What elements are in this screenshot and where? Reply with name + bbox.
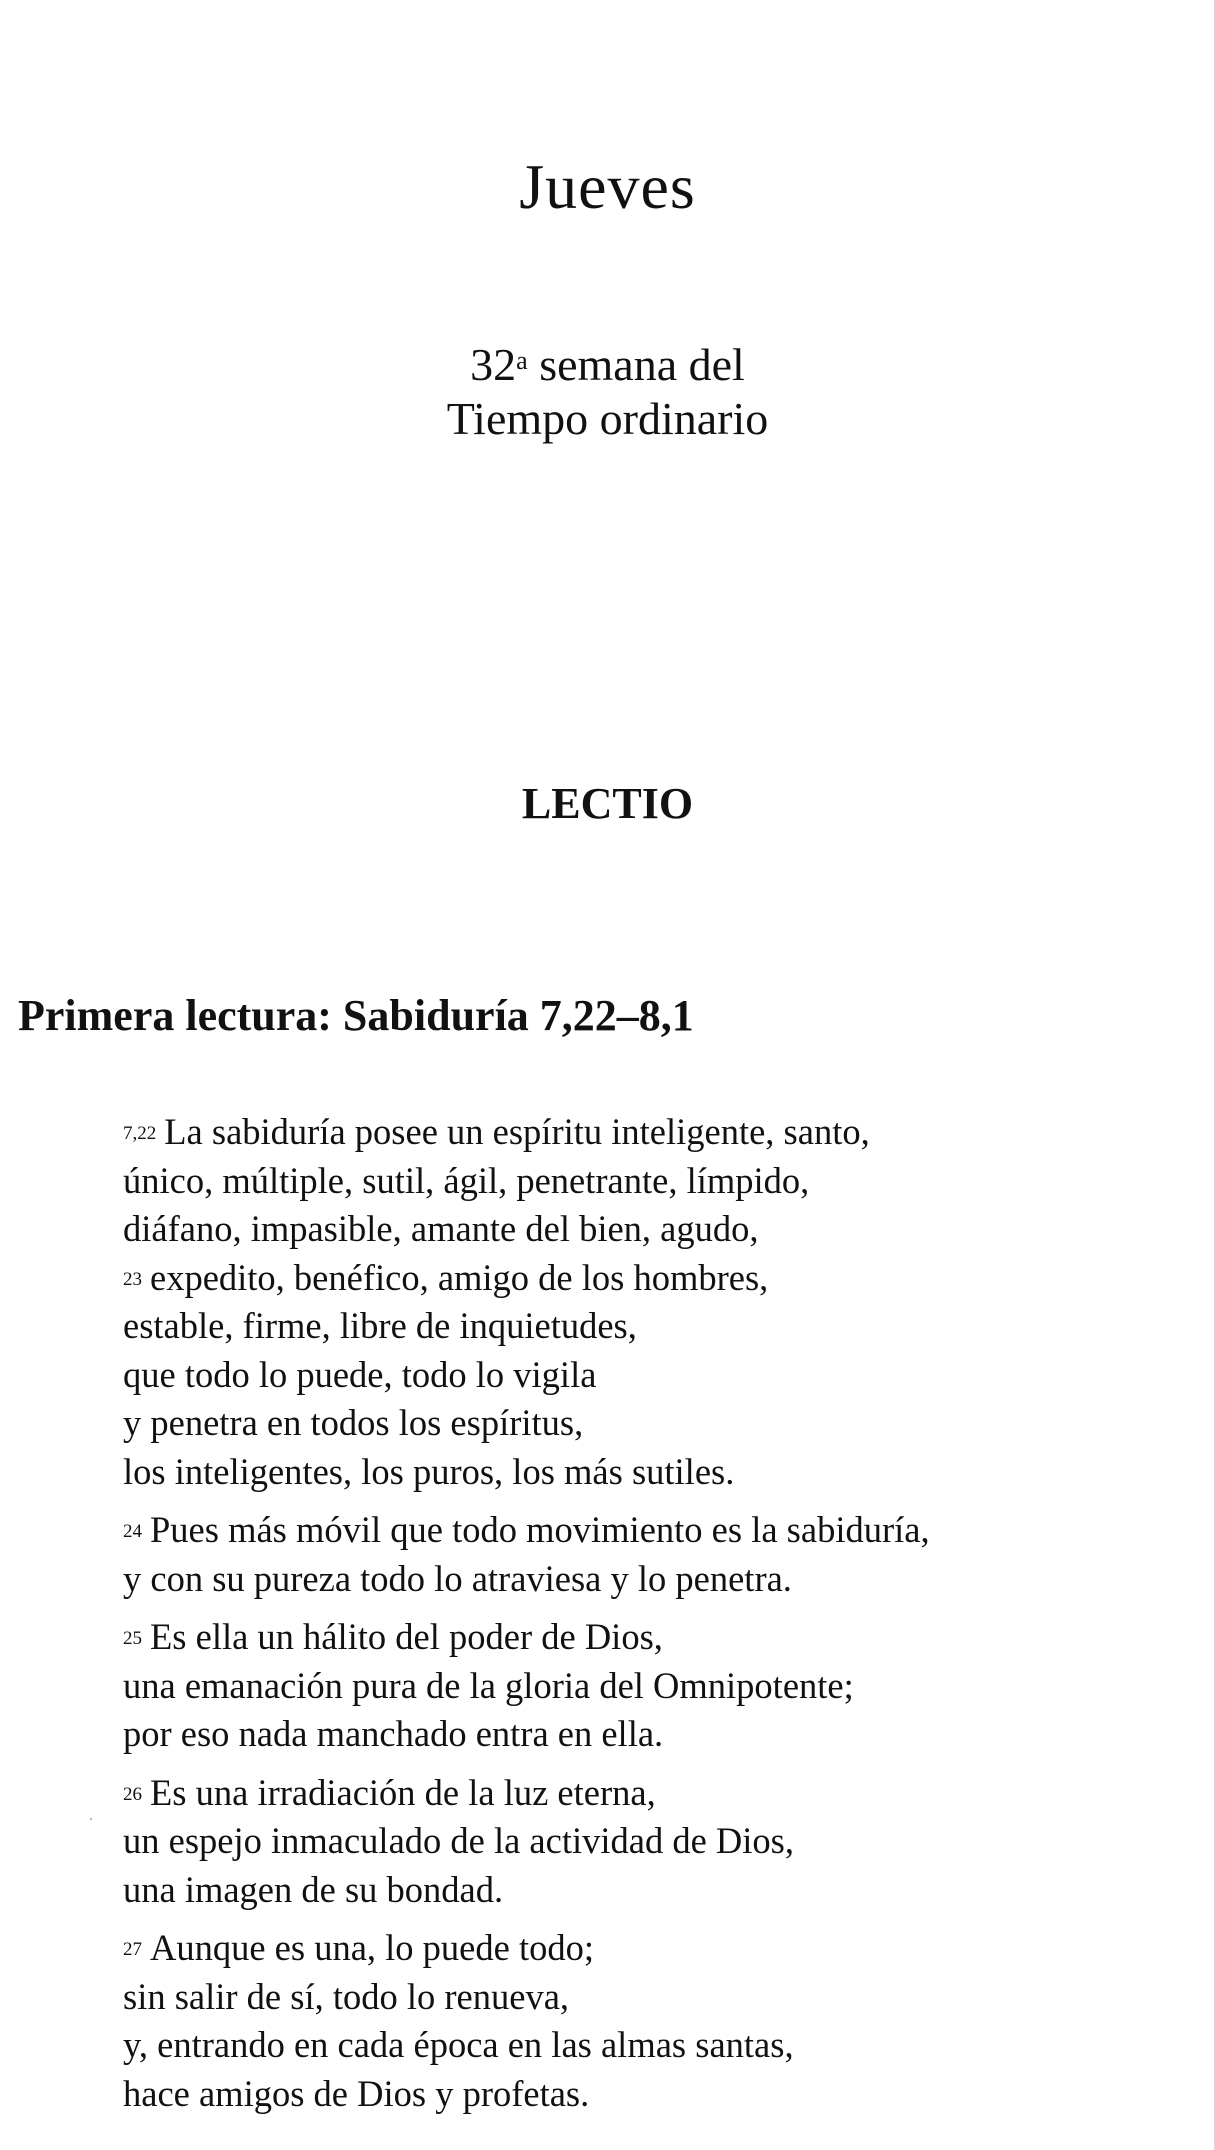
stanza: [123, 1924, 1183, 2118]
week-line-1: [470, 339, 745, 390]
reading-text: [123, 1108, 1183, 2128]
verse-number: 27: [123, 1939, 142, 1960]
verse-line: y con su pureza todo lo atraviesa y lo penetra.: [123, 1557, 792, 1599]
section-title: LECTIO: [521, 779, 694, 828]
week-line-1-rest: semana del: [527, 339, 745, 390]
verse-line: un espejo inmaculado de la actividad de Dios,: [123, 1820, 794, 1861]
verse-number: 25: [123, 1628, 142, 1649]
stanza: [123, 1108, 1183, 1496]
reading-title: Primera lectura: Sabiduría 7,22–8,1: [18, 991, 694, 1040]
verse-line: y penetra en todos los espíritus,: [123, 1402, 584, 1443]
verse-line: $^{23}$ expedito, benéfico, amigo de los hombres,: [123, 1256, 769, 1298]
scan-speck: [90, 1818, 92, 1820]
verse-line: estable, firme, libre de inquietudes,: [123, 1305, 637, 1346]
verse-line: sin salir de sí, todo lo renueva,: [123, 1975, 570, 2017]
week-ordinal: a: [516, 346, 528, 375]
verse-number: 7,22: [123, 1123, 157, 1144]
verse-number: 26: [123, 1783, 142, 1805]
verse-number: 24: [123, 1521, 142, 1542]
stanza: [123, 1613, 1183, 1759]
stanza: [123, 1769, 1183, 1915]
week-heading: [0, 338, 1215, 446]
verse-number: 23: [123, 1268, 142, 1290]
verse-line: $^{27}$ Aunque es una, lo puede todo;: [123, 1927, 594, 1968]
verse-line: una emanación pura de la gloria del Omnipotente;: [123, 1664, 854, 1706]
day-heading: Jueves: [519, 151, 696, 222]
verse-line: único, múltiple, sutil, ágil, penetrante, límpido,: [123, 1159, 810, 1201]
verse-line: una imagen de su bondad.: [123, 1868, 504, 1910]
verse-line: por eso nada manchado entra en ella.: [123, 1713, 664, 1754]
verse-line: $^{24}$ Pues más móvil que todo movimiento es la sabiduría,: [123, 1509, 930, 1550]
verse-line: $^{7,22}$ La sabiduría posee un espíritu inteligente, santo,: [123, 1111, 870, 1152]
verse-line: los inteligentes, los puros, los más sutiles.: [123, 1450, 735, 1492]
verse-line: y, entrando en cada época en las almas santas,: [123, 2024, 794, 2065]
verse-line: hace amigos de Dios y profetas.: [123, 2072, 590, 2114]
verse-line: $^{26}$ Es una irradiación de la luz eterna,: [123, 1771, 656, 1813]
verse-line: que todo lo puede, todo lo vigila: [123, 1353, 597, 1395]
week-line-2: Tiempo ordinario: [446, 393, 769, 444]
stanza: [123, 1506, 1183, 1603]
verse-line: diáfano, impasible, amante del bien, agudo,: [123, 1208, 759, 1249]
week-number: 32: [470, 339, 517, 390]
verse-line: $^{25}$ Es ella un hálito del poder de Dios,: [123, 1616, 663, 1657]
